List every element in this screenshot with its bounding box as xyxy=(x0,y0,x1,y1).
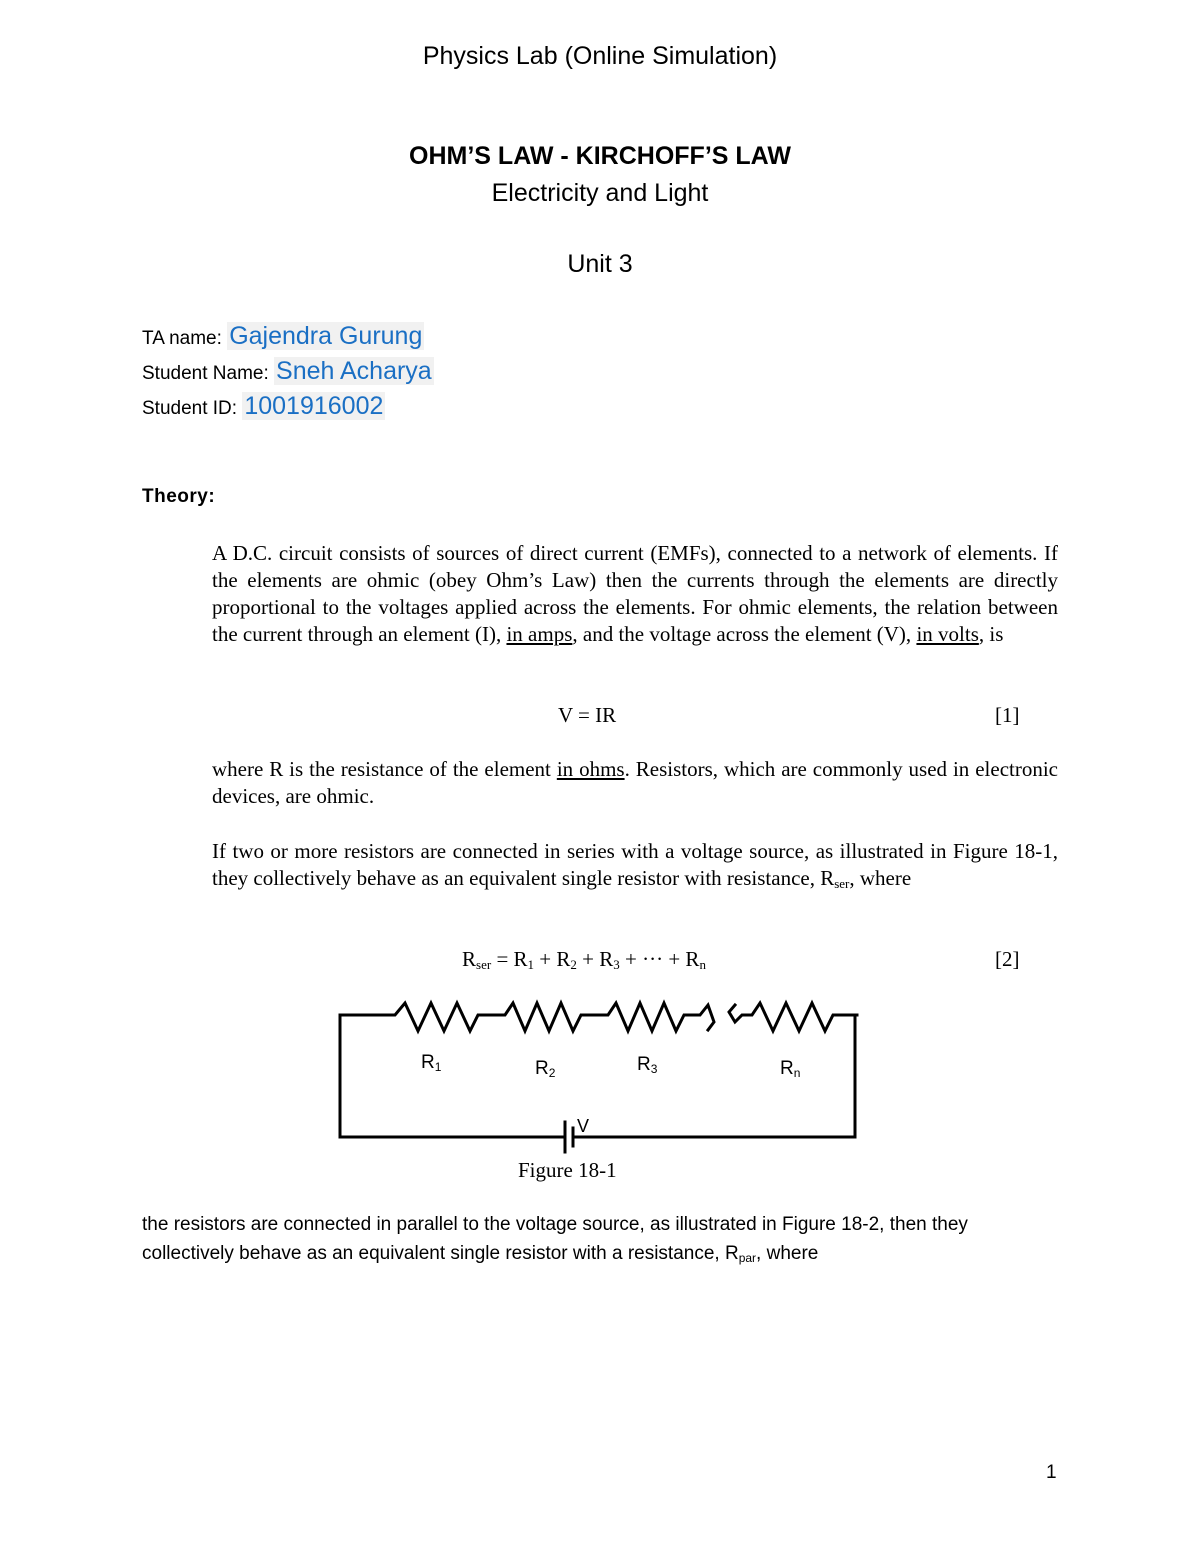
label-r2-sub: 2 xyxy=(548,1066,556,1080)
para2-text-a: where R is the resistance of the element xyxy=(212,757,557,781)
para1-text-c: , is xyxy=(978,622,1004,646)
eq2-eq-r1: = R xyxy=(491,947,528,971)
label-r3 xyxy=(637,1054,657,1076)
label-rn xyxy=(780,1058,800,1080)
theory-paragraph-1 xyxy=(212,540,1058,648)
ta-name-field[interactable]: Gajendra Gurung xyxy=(229,322,423,350)
para3-text-b: , where xyxy=(849,866,912,890)
document-subtitle: Electricity and Light xyxy=(491,179,709,207)
para1-underline-volts: in volts xyxy=(916,622,979,646)
label-r1-sub: 1 xyxy=(434,1060,442,1074)
document-title: OHM’S LAW - KIRCHOFF’S LAW xyxy=(409,142,791,170)
para4-subscript-par: par xyxy=(738,1251,757,1265)
theory-heading: Theory: xyxy=(142,486,216,507)
figure-caption: Figure 18-1 xyxy=(518,1158,617,1182)
label-r2 xyxy=(535,1058,555,1080)
para2-underline-ohms: in ohms xyxy=(556,757,625,781)
student-id-field[interactable]: 1001916002 xyxy=(244,392,384,420)
eq2-sub-3: 3 xyxy=(613,957,620,972)
eq2-dots-rn: + ··· + R xyxy=(619,947,700,971)
para4-text-b: , where xyxy=(756,1243,819,1264)
student-name-field[interactable]: Sneh Acharya xyxy=(276,357,432,385)
theory-paragraph-2 xyxy=(212,756,1058,810)
label-r1-r: R xyxy=(421,1052,435,1073)
student-name-row xyxy=(142,357,434,386)
para4-text-a: the resistors are connected in parallel to the voltage source, as illustrated in Figure 18-2, then they collectively behave as an equivalent single resistor with a resistance, R xyxy=(142,1214,968,1264)
equation-1: V = IR xyxy=(558,703,617,727)
eq2-plus-r2: + R xyxy=(534,947,571,971)
theory-paragraph-4 xyxy=(142,1210,1062,1273)
eq2-sub-2: 2 xyxy=(570,957,577,972)
para3-text-a: If two or more resistors are connected in series with a voltage source, as illustrated in Figure 18-1, they collectively behave as an equivalent single resistor with resistance, R xyxy=(212,839,1058,890)
unit-label: Unit 3 xyxy=(567,250,633,278)
eq2-sub-1: 1 xyxy=(527,957,535,972)
eq2-sub-ser: ser xyxy=(476,957,492,972)
label-rn-r: R xyxy=(780,1058,794,1079)
label-r3-sub: 3 xyxy=(650,1062,658,1076)
page-number: 1 xyxy=(1046,1462,1057,1483)
student-id-label: Student ID: xyxy=(142,398,238,419)
student-id-row xyxy=(142,392,385,421)
para1-text-a: A D.C. circuit consists of sources of direct current (EMFs), connected to a network of elements. If the elements are ohmic (obey Ohm’s Law) then the currents through the elements are directly proportional to the voltages applied across the elements. For ohmic elements, the relation between the current through an element (I), xyxy=(212,541,1058,646)
student-name-label: Student Name: xyxy=(142,363,269,384)
para1-underline-amps: in amps xyxy=(506,622,573,646)
ta-name-label: TA name: xyxy=(142,328,222,349)
label-r2-r: R xyxy=(535,1058,549,1079)
equation-2-number: [2] xyxy=(995,947,1020,971)
page-header: Physics Lab (Online Simulation) xyxy=(422,42,778,70)
equation-1-number: [1] xyxy=(995,703,1020,727)
ta-name-row xyxy=(142,322,424,351)
para1-text-b: , and the voltage across the element (V), xyxy=(572,622,917,646)
label-r3-r: R xyxy=(637,1054,651,1075)
circuit-top-wire-right xyxy=(729,1003,857,1031)
circuit-top-wire xyxy=(340,1003,714,1031)
para3-subscript-ser: ser xyxy=(834,876,850,891)
label-r1 xyxy=(421,1052,441,1074)
equation-2 xyxy=(462,947,706,973)
theory-paragraph-3 xyxy=(212,838,1058,897)
label-rn-sub: n xyxy=(793,1066,801,1080)
label-voltage: V xyxy=(577,1116,590,1136)
para2-text-b: . Resistors, which are commonly used in electronic devices, are ohmic. xyxy=(212,757,1058,808)
eq2-plus-r3: + R xyxy=(576,947,614,971)
eq2-r: R xyxy=(462,947,477,971)
eq2-sub-n: n xyxy=(699,957,706,972)
